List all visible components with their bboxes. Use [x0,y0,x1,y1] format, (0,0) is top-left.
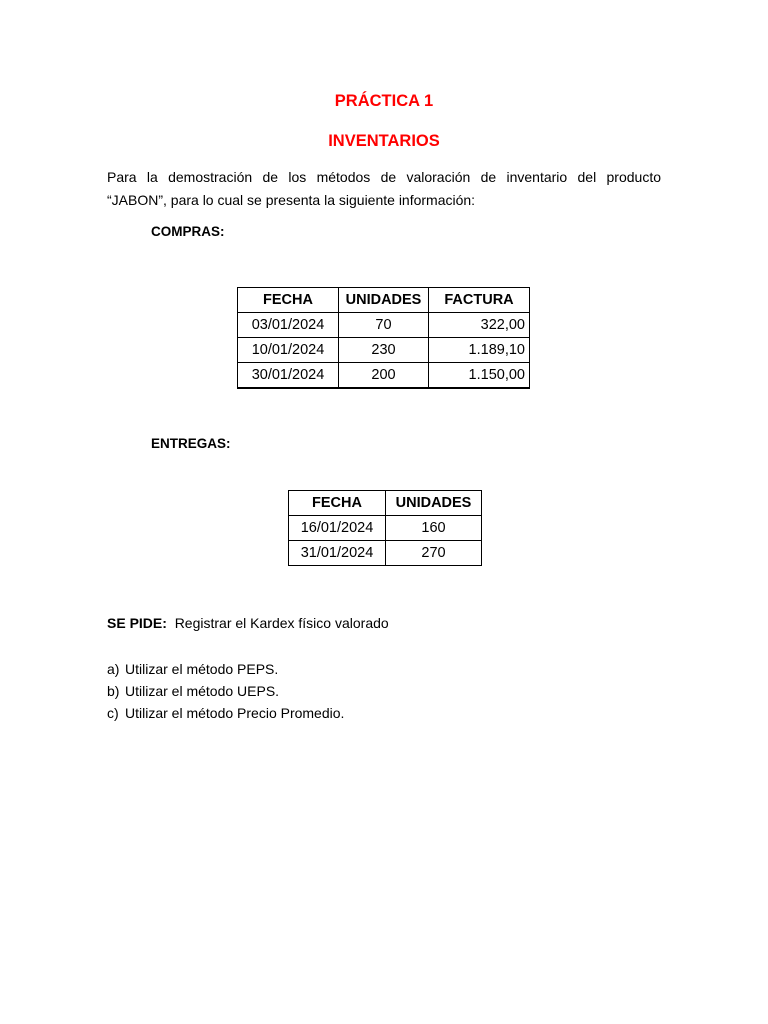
cell-unidades: 230 [339,338,429,363]
se-pide-text: Registrar el Kardex físico valorado [174,615,389,631]
table-row [238,363,530,389]
task-list [107,658,344,724]
page-subtitle: INVENTARIOS [328,132,440,150]
se-pide-label: SE PIDE: [107,615,167,631]
entregas-table [288,490,482,566]
column-header-unidades: UNIDADES [386,491,482,516]
list-item [107,658,344,680]
cell-fecha: 16/01/2024 [289,516,386,541]
se-pide-line [107,615,389,631]
cell-unidades: 160 [386,516,482,541]
list-item-text: Utilizar el método Precio Promedio. [125,705,345,721]
cell-fecha: 10/01/2024 [238,338,339,363]
list-item [107,680,344,702]
column-header-unidades: UNIDADES [339,288,429,313]
table-row [238,313,530,338]
intro-line-1: Para la demostración de los métodos de valoración de inventario del producto [107,169,661,185]
list-item [107,702,344,724]
cell-fecha: 30/01/2024 [238,363,339,389]
list-item-text: Utilizar el método UEPS. [125,683,280,699]
column-header-fecha: FECHA [289,491,386,516]
cell-factura: 322,00 [429,313,530,338]
list-item-marker: b) [107,683,120,699]
cell-unidades: 200 [339,363,429,389]
table-header-row [289,491,482,516]
table-row [238,338,530,363]
list-item-marker: a) [107,661,120,677]
cell-factura: 1.189,10 [429,338,530,363]
list-item-marker: c) [107,705,119,721]
table-row [289,516,482,541]
table-header-row [238,288,530,313]
entregas-label: ENTREGAS: [151,436,231,451]
compras-label: COMPRAS: [151,224,225,239]
cell-fecha: 31/01/2024 [289,541,386,566]
list-item-text: Utilizar el método PEPS. [125,661,279,677]
cell-unidades: 270 [386,541,482,566]
table-row [289,541,482,566]
intro-paragraph [107,166,661,212]
column-header-fecha: FECHA [238,288,339,313]
cell-factura: 1.150,00 [429,363,530,389]
compras-table [237,287,530,389]
cell-unidades: 70 [339,313,429,338]
intro-line-2: “JABON”, para lo cual se presenta la siguiente información: [107,192,476,208]
column-header-factura: FACTURA [429,288,530,313]
page-title: PRÁCTICA 1 [334,92,434,110]
cell-fecha: 03/01/2024 [238,313,339,338]
